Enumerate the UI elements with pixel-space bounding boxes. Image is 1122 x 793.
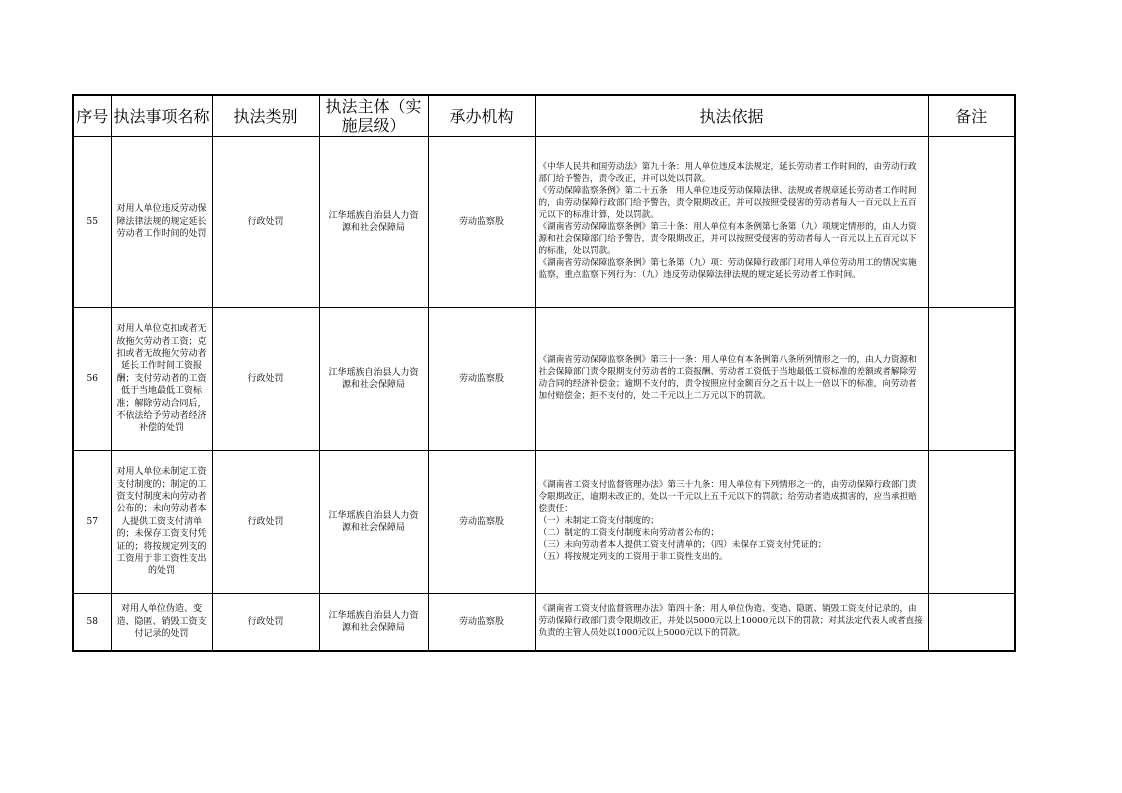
- row-subject: 江华瑶族自治县人力资源和社会保障局: [319, 594, 428, 652]
- basis-paragraph: 《湖南省劳动保障监察条例》第三十一条：用人单位有本条例第八条所列情形之一的，由人力资源和社会保障部门责令限期支付劳动者的工资报酬、劳动者工资低于当地最低工资标准的差额或者解除劳动合同的经济补偿金；逾期不支付的，责令按照应付金额百分之五十以上一倍以下的标准，向劳动者加付赔偿金；拒不支付的，处二千元以上二万元以下的罚款。: [538, 355, 917, 401]
- header-remark: 备注: [928, 95, 1015, 137]
- row-org: 劳动监察股: [428, 594, 535, 652]
- basis-paragraph: （二）制定的工资支付制度未向劳动者公布的；: [538, 527, 719, 538]
- row-basis: [535, 594, 928, 652]
- header-subject: 执法主体（实施层级）: [319, 95, 428, 137]
- header-seq: 序号: [73, 95, 111, 137]
- basis-paragraph: 《劳动保障监察条例》第二十五条 用人单位违反劳动保障法律、法规或者规章延长劳动者工作时间的，由劳动保障行政部门给予警告，责令限期改正，并可以按照受侵害的劳动者每人一百元以上五百元以下的标准计算，处以罚款。: [538, 186, 917, 221]
- row-basis: [535, 137, 928, 308]
- basis-paragraph: 《中华人民共和国劳动法》第九十条：用人单位违反本法规定，延长劳动者工作时间的，由劳动行政部门给予警告，责令改正，并可以处以罚款。: [538, 162, 917, 185]
- header-row: [73, 95, 1015, 137]
- basis-paragraph: （五）将按规定列支的工资用于非工资性支出的。: [538, 551, 728, 562]
- row-remark: [928, 308, 1015, 451]
- row-seq: 58: [73, 594, 111, 652]
- row-subject: 江华瑶族自治县人力资源和社会保障局: [319, 451, 428, 594]
- header-basis: 执法依据: [535, 95, 928, 137]
- basis-paragraph: 《湖南省工资支付监督管理办法》第三十九条：用人单位有下列情形之一的，由劳动保障行政部门责令限期改正，逾期未改正的，处以一千元以上五千元以下的罚款；给劳动者造成损害的，应当承担赔偿责任：: [538, 480, 917, 515]
- row-category: 行政处罚: [212, 308, 319, 451]
- row-subject: 江华瑶族自治县人力资源和社会保障局: [319, 137, 428, 308]
- table-row: [73, 451, 1015, 594]
- row-seq: 57: [73, 451, 111, 594]
- row-name: 对用人单位克扣或者无故拖欠劳动者工资；克扣或者无故拖欠劳动者延长工作时间工资报酬；支付劳动者的工资低于当地最低工资标准；解除劳动合同后，不依法给予劳动者经济补偿的处罚: [111, 308, 212, 451]
- basis-paragraph: （三）未向劳动者本人提供工资支付清单的；（四）未保存工资支付凭证的；: [538, 539, 827, 550]
- row-seq: 56: [73, 308, 111, 451]
- row-name: 对用人单位伪造、变造、隐匿、销毁工资支付记录的处罚: [111, 594, 212, 652]
- basis-paragraph: （一）未制定工资支付制度的；: [538, 516, 659, 527]
- basis-paragraph: 《湖南省劳动保障监察条例》第三十条：用人单位有本条例第七条第（九）项规定情形的，由人力资源和社会保障部门给予警告，责令限期改正，并可以按照受侵害的劳动者每人一百元以上五百元以下的标准，处以罚款。: [538, 222, 917, 256]
- enforcement-table: [72, 94, 1016, 652]
- row-subject: 江华瑶族自治县人力资源和社会保障局: [319, 308, 428, 451]
- header-org: 承办机构: [428, 95, 535, 137]
- row-category: 行政处罚: [212, 594, 319, 652]
- basis-paragraph: 《湖南省工资支付监督管理办法》第四十条：用人单位伪造、变造、隐匿、销毁工资支付记录的，由劳动保障行政部门责令限期改正，并处以5000元以上10000元以下的罚款；对其法定代表人或者直接负责的主管人员处以1000元以上5000元以下的罚款。: [538, 604, 923, 638]
- row-remark: [928, 594, 1015, 652]
- row-category: 行政处罚: [212, 451, 319, 594]
- header-name: 执法事项名称: [111, 95, 212, 137]
- row-name: 对用人单位未制定工资支付制度的；制定的工资支付制度未向劳动者公布的；未向劳动者本人提供工资支付清单的；未保存工资支付凭证的；将按规定列支的工资用于非工资性支出的处罚: [111, 451, 212, 594]
- table-row: [73, 137, 1015, 308]
- table-row: [73, 308, 1015, 451]
- row-remark: [928, 451, 1015, 594]
- row-org: 劳动监察股: [428, 308, 535, 451]
- basis-paragraph: 《湖南省劳动保障监察条例》第七条第（九）项：劳动保障行政部门对用人单位劳动用工的情况实施监察，重点监察下列行为：（九）违反劳动保障法律法规的规定延长劳动者工作时间。: [538, 257, 917, 280]
- header-category: 执法类别: [212, 95, 319, 137]
- row-seq: 55: [73, 137, 111, 308]
- row-name: 对用人单位违反劳动保障法律法规的规定延长劳动者工作时间的处罚: [111, 137, 212, 308]
- row-basis: [535, 308, 928, 451]
- row-org: 劳动监察股: [428, 137, 535, 308]
- row-basis: [535, 451, 928, 594]
- row-remark: [928, 137, 1015, 308]
- row-org: 劳动监察股: [428, 451, 535, 594]
- row-category: 行政处罚: [212, 137, 319, 308]
- table-row: [73, 594, 1015, 652]
